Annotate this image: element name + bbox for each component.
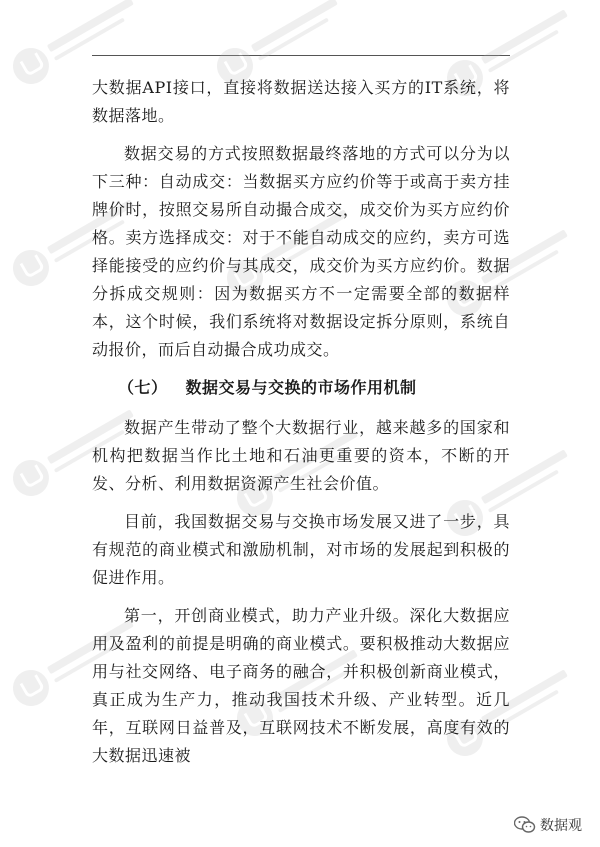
paragraph-market-progress: 目前，我国数据交易与交换市场发展又进了一步，具有规范的商业模式和激励机制，对市场的发展起到积极的促进作用。 [92, 512, 510, 587]
section-number: （七） [118, 378, 168, 397]
paragraph-api-delivery: 大数据API接口，直接将数据送达接入买方的IT系统，将数据落地。 [92, 78, 510, 125]
paragraph-business-model: 第一，开创商业模式，助力产业升级。深化大数据应用及盈利的前提是明确的商业模式。要积极推动大数据应用与社交网络、电子商务的融合，并积极创新商业模式，真正成为生产力，推动我国技术升级、产业转型。近几年，互联网日益普及，互联网技术不断发展，高度有效的大数据迅速被 [92, 606, 510, 765]
document-body [92, 74, 510, 780]
wechat-icon [514, 816, 536, 834]
section-heading [92, 374, 510, 402]
footer-brand-label: 数据观 [540, 818, 582, 834]
paragraph-industry-impact: 数据产生带动了整个大数据行业，越来越多的国家和机构把数据当作比土地和石油更重要的资本，不断的开发、分析、利用数据资源产生社会价值。 [92, 418, 510, 493]
section-title: 数据交易与交换的市场作用机制 [185, 378, 417, 397]
paragraph-trade-methods: 数据交易的方式按照数据最终落地的方式可以分为以下三种：自动成交：当数据买方应约价等于或高于卖方挂牌价时，按照交易所自动撮合成交，成交价为买方应约价格。卖方选择成交：对于不能自动成交的应约，卖方可选择能接受的应约价与其成交，成交价为买方应约价。数据分拆成交规则：因为数据买方不一定需要全部的数据样本，这个时候，我们系统将对数据设定拆分原则，系统自动报价，而后自动撮合成功成交。 [92, 144, 510, 359]
footer-brand[interactable] [510, 813, 586, 837]
header-rule [92, 55, 510, 56]
